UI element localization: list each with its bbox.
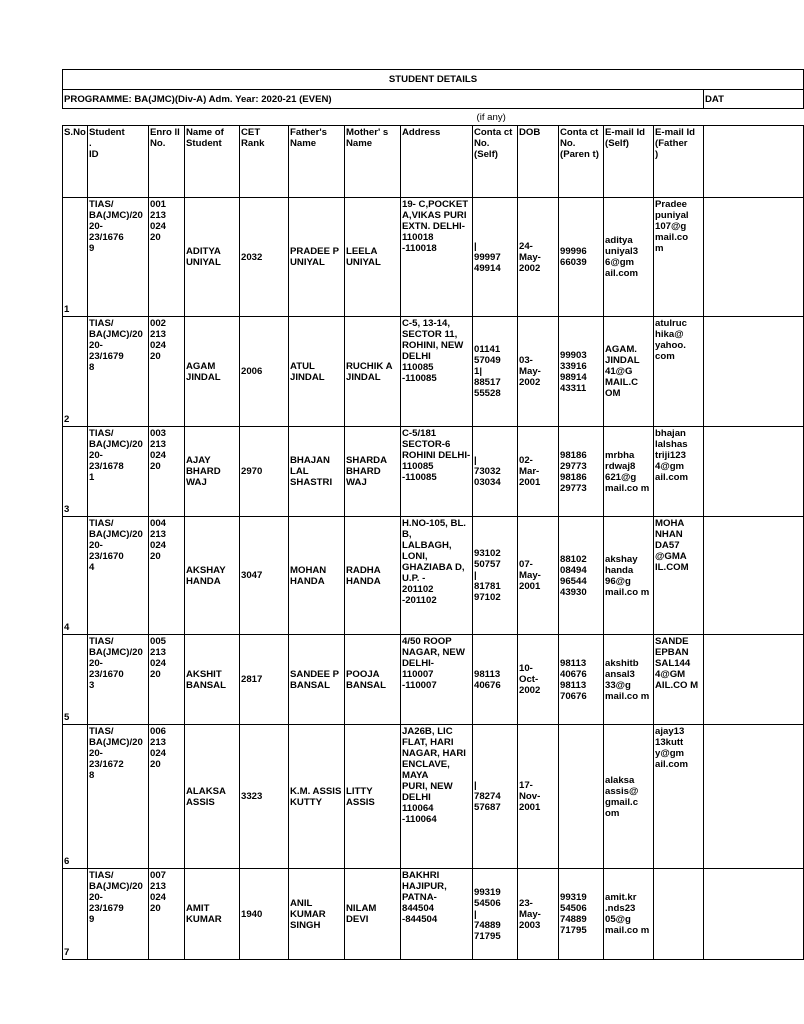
- contact-parent-cell: 88102 08494 96544 43930: [559, 517, 604, 635]
- mother-name-cell: RADHA HANDA: [345, 517, 401, 635]
- father-name-cell: MOHAN HANDA: [289, 517, 345, 635]
- student-id-cell: TIAS/ BA(JMC)/20 20- 23/1676 9: [88, 198, 149, 317]
- email-self-cell: akshitb ansal3 33@g mail.co m: [604, 635, 654, 725]
- email-self-cell: akshay handa 96@g mail.co m: [604, 517, 654, 635]
- contact-self-cell: | 78274 57687: [473, 725, 518, 869]
- sno-cell: 7: [63, 869, 88, 960]
- student-id-cell: TIAS/ BA(JMC)/20 20- 23/1670 4: [88, 517, 149, 635]
- contact-self-cell: | 73032 03034: [473, 427, 518, 517]
- student-id-cell: TIAS/ BA(JMC)/20 20- 23/1672 8: [88, 725, 149, 869]
- name-cell: AKSHIT BANSAL: [185, 635, 240, 725]
- dob-cell: 03- May- 2002: [518, 317, 559, 427]
- email-father-cell: Pradee puniyal 107@g mail.co m: [654, 198, 704, 317]
- name-cell: AGAM JINDAL: [185, 317, 240, 427]
- email-father-cell: SANDE EPBAN SAL144 4@GM AIL.CO M: [654, 635, 704, 725]
- sno-cell: 6: [63, 725, 88, 869]
- dob-cell: 17- Nov- 2001: [518, 725, 559, 869]
- table-row: [63, 517, 804, 635]
- contact-parent-cell: 99319 54506 74889 71795: [559, 869, 604, 960]
- enroll-no-cell: 006 213 024 20: [149, 725, 185, 869]
- header-extra: [704, 126, 804, 198]
- header-enroll-no: Enro ll No.: [149, 126, 185, 198]
- father-name-cell: PRADEE P UNIYAL: [289, 198, 345, 317]
- student-id-cell: TIAS/ BA(JMC)/20 20- 23/1679 8: [88, 317, 149, 427]
- mother-name-cell: LEELA UNIYAL: [345, 198, 401, 317]
- contact-parent-cell: 98113 40676 98113 70676: [559, 635, 604, 725]
- cet-rank-cell: 3323: [240, 725, 289, 869]
- student-sheet: [62, 69, 768, 958]
- email-self-cell: amit.kr .nds23 05@g mail.co m: [604, 869, 654, 960]
- mother-name-cell: POOJA BANSAL: [345, 635, 401, 725]
- table-title: STUDENT DETAILS: [63, 70, 804, 90]
- table-row: [63, 198, 804, 317]
- email-self-cell: aditya uniyal3 6@gm ail.com: [604, 198, 654, 317]
- enroll-no-cell: 004 213 024 20: [149, 517, 185, 635]
- enroll-no-cell: 005 213 024 20: [149, 635, 185, 725]
- contact-parent-cell: 99903 33916 98914 43311: [559, 317, 604, 427]
- email-father-cell: ajay13 13kutt y@gm ail.com: [654, 725, 704, 869]
- cet-rank-cell: 1940: [240, 869, 289, 960]
- sno-cell: 3: [63, 427, 88, 517]
- table-row: [63, 427, 804, 517]
- email-father-cell: atulruc hika@ yahoo. com: [654, 317, 704, 427]
- sno-cell: 2: [63, 317, 88, 427]
- address-cell: 19- C,POCKET A,VIKAS PURI EXTN. DELHI- 110018 -110018: [401, 198, 473, 317]
- extra-cell: [704, 517, 804, 635]
- table-row: [63, 725, 804, 869]
- header-email-self: E-mail Id (Self): [604, 126, 654, 198]
- header-contact-parent: Conta ct No. (Paren t): [559, 126, 604, 198]
- name-cell: AMIT KUMAR: [185, 869, 240, 960]
- header-student-id: Student . ID: [88, 126, 149, 198]
- mother-name-cell: SHARDA BHARD WAJ: [345, 427, 401, 517]
- student-id-cell: TIAS/ BA(JMC)/20 20- 23/1679 9: [88, 869, 149, 960]
- programme-line: PROGRAMME: BA(JMC)(Div-A) Adm. Year: 2020-21 (EVEN): [63, 90, 704, 109]
- father-name-cell: ATUL JINDAL: [289, 317, 345, 427]
- dob-cell: 07- May- 2001: [518, 517, 559, 635]
- address-cell: BAKHRI HAJIPUR, PATNA- 844504 -844504: [401, 869, 473, 960]
- dob-cell: 02- Mar- 2001: [518, 427, 559, 517]
- email-self-cell: mrbha rdwaj8 621@g mail.co m: [604, 427, 654, 517]
- enroll-no-cell: 003 213 024 20: [149, 427, 185, 517]
- email-father-cell: MOHA NHAN DA57 @GMA IL.COM: [654, 517, 704, 635]
- header-mother-name: Mother' s Name: [345, 126, 401, 198]
- contact-parent-cell: [559, 725, 604, 869]
- table-row: [63, 869, 804, 960]
- name-cell: AJAY BHARD WAJ: [185, 427, 240, 517]
- address-cell: H.NO-105, BL. B, LALBAGH, LONI, GHAZIABA D, U.P. - 201102 -201102: [401, 517, 473, 635]
- date-label: DAT: [704, 90, 804, 109]
- extra-cell: [704, 869, 804, 960]
- sno-cell: 4: [63, 517, 88, 635]
- header-email-father: E-mail Id (Father ): [654, 126, 704, 198]
- header-sno: S.No: [63, 126, 88, 198]
- email-father-cell: bhajan lalshas triji123 4@gm ail.com: [654, 427, 704, 517]
- cet-rank-cell: 3047: [240, 517, 289, 635]
- contact-parent-cell: 98186 29773 98186 29773: [559, 427, 604, 517]
- extra-cell: [704, 317, 804, 427]
- cet-rank-cell: 2032: [240, 198, 289, 317]
- header-contact-self: Conta ct No. (Self): [473, 126, 518, 198]
- email-father-cell: [654, 869, 704, 960]
- header-cet-rank: CET Rank: [240, 126, 289, 198]
- email-self-cell: AGAM. JINDAL 41@G MAIL.C OM: [604, 317, 654, 427]
- contact-self-cell: 98113 40676: [473, 635, 518, 725]
- extra-cell: [704, 198, 804, 317]
- mother-name-cell: LITTY ASSIS: [345, 725, 401, 869]
- extra-cell: [704, 725, 804, 869]
- name-cell: ALAKSA ASSIS: [185, 725, 240, 869]
- name-cell: AKSHAY HANDA: [185, 517, 240, 635]
- contact-self-cell: 93102 50757 | 81781 97102: [473, 517, 518, 635]
- name-cell: ADITYA UNIYAL: [185, 198, 240, 317]
- student-id-cell: TIAS/ BA(JMC)/20 20- 23/1678 1: [88, 427, 149, 517]
- enroll-no-cell: 002 213 024 20: [149, 317, 185, 427]
- contact-parent-cell: 99996 66039: [559, 198, 604, 317]
- mother-name-cell: RUCHIK A JINDAL: [345, 317, 401, 427]
- cet-rank-cell: 2970: [240, 427, 289, 517]
- student-id-cell: TIAS/ BA(JMC)/20 20- 23/1670 3: [88, 635, 149, 725]
- contact-self-cell: | 99997 49914: [473, 198, 518, 317]
- cet-rank-cell: 2817: [240, 635, 289, 725]
- address-cell: C-5/181 SECTOR-6 ROHINI DELHI- 110085 -110085: [401, 427, 473, 517]
- header-address: Address: [401, 126, 473, 198]
- mother-name-cell: NILAM DEVI: [345, 869, 401, 960]
- address-cell: C-5, 13-14, SECTOR 11, ROHINI, NEW DELHI 110085 -110085: [401, 317, 473, 427]
- extra-cell: [704, 427, 804, 517]
- sno-cell: 1: [63, 198, 88, 317]
- enroll-no-cell: 007 213 024 20: [149, 869, 185, 960]
- cet-rank-cell: 2006: [240, 317, 289, 427]
- father-name-cell: ANIL KUMAR SINGH: [289, 869, 345, 960]
- enroll-no-cell: 001 213 024 20: [149, 198, 185, 317]
- table-row: [63, 317, 804, 427]
- header-name: Name of Student: [185, 126, 240, 198]
- if-any-note: (if any): [476, 111, 506, 123]
- contact-self-cell: 01141 57049 1| 88517 55528: [473, 317, 518, 427]
- dob-cell: 23- May- 2003: [518, 869, 559, 960]
- student-details-table: [62, 69, 804, 960]
- dob-cell: 10- Oct- 2002: [518, 635, 559, 725]
- father-name-cell: K.M. ASSIS KUTTY: [289, 725, 345, 869]
- father-name-cell: BHAJAN LAL SHASTRI: [289, 427, 345, 517]
- dob-cell: 24- May- 2002: [518, 198, 559, 317]
- header-father-name: Father's Name: [289, 126, 345, 198]
- contact-self-cell: 99319 54506 | 74889 71795: [473, 869, 518, 960]
- sno-cell: 5: [63, 635, 88, 725]
- email-self-cell: alaksa assis@ gmail.c om: [604, 725, 654, 869]
- address-cell: JA26B, LIC FLAT, HARI NAGAR, HARI ENCLAVE, MAYA PURI, NEW DELHI 110064 -110064: [401, 725, 473, 869]
- header-dob: DOB: [518, 126, 559, 198]
- address-cell: 4/50 ROOP NAGAR, NEW DELHI- 110007 -110007: [401, 635, 473, 725]
- table-row: [63, 635, 804, 725]
- extra-cell: [704, 635, 804, 725]
- father-name-cell: SANDEE P BANSAL: [289, 635, 345, 725]
